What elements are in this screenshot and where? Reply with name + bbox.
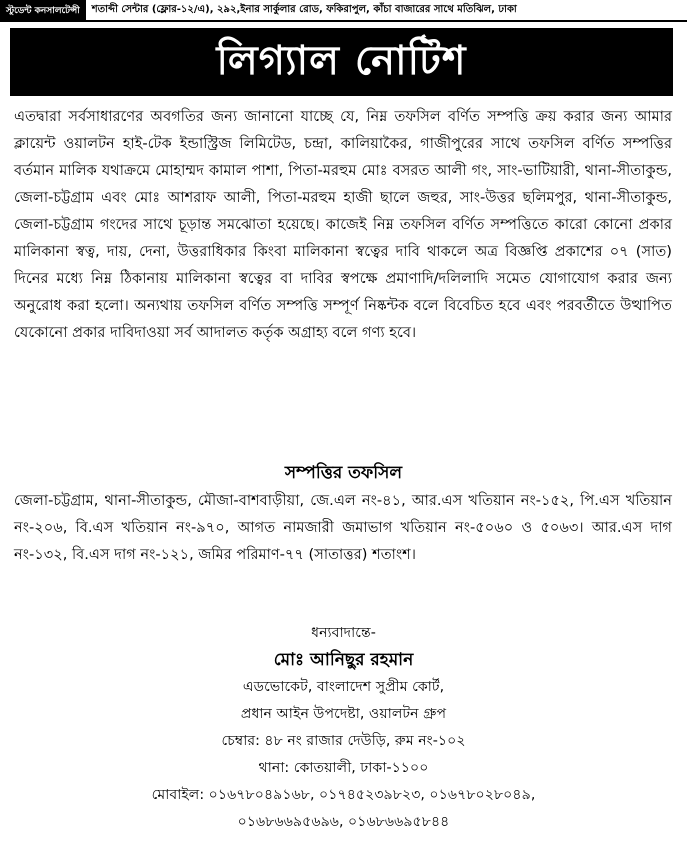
chamber-address: চেম্বার: ৪৮ নং রাজার দেউড়ি, রুম নং-১০২ — [221, 733, 466, 749]
top-strip-address: শতাব্দী সেন্টার (ফ্লোর-১২/এ), ২৯২,ইনার সার্কুলার রোড, ফকিরাপুল, কাঁচা বাজারের সাথে মতিঝিল, ঢাকা — [91, 3, 517, 15]
title-banner — [10, 28, 673, 96]
mobile-numbers-1: মোবাইল: ০১৬৭৮০৪৯১৬৮, ০১৭৪৫২৩৯৮২৩, ০১৬৭৮০২৮০৪৯, — [151, 787, 536, 803]
schedule-text: জেলা-চট্টগ্রাম, থানা-সীতাকুন্ড, মৌজা-বাশবাড়ীয়া, জে.এল নং-৪১, আর.এস খতিয়ান নং-১৫২, পি.এস খতিয়ান নং-২০৬, বি.এস খতিয়ান নং-৯৭০, আগত নামজারী জমাভাগ খতিয়ান নং-৫০৬০ ও ৫০৬৩। আর.এস দাগ নং-১৩২, বি.এস দাগ নং-১২১, জমির পরিমাণ-৭৭ (সাতাত্তর) শতাংশ। — [14, 492, 672, 563]
signatory-name: মোঃ আনিছুর রহমান — [273, 650, 414, 670]
closing-text: ধন্যবাদান্তে- — [311, 625, 376, 641]
thana-address: থানা: কোতয়ালী, ঢাকা-১১০০ — [258, 760, 429, 776]
signatory-designation: এডভোকেট, বাংলাদেশ সুপ্রীম কোর্ট, — [242, 679, 445, 695]
top-strip-brand: স্টুডেন্ট কনসালটেন্সী — [0, 0, 86, 20]
notice-body: এতদ্বারা সর্বসাধারণের অবগতির জন্য জানানো যাচ্ছে যে, নিম্ন তফসিল বর্ণিত সম্পত্তি ক্রয় করার জন্য আমার ক্লায়েন্ট ওয়ালটন হাই-টেক ইন্ডাস্ট্রিজ লিমিটেড, চন্দ্রা, কালিয়াকৈর, গাজীপুরের সাথে তফসিল বর্ণিত সম্পত্তির বর্তমান মালিক যথাক্রমে মোহাম্মদ কামাল পাশা, পিতা-মরহুম মোঃ বসরত আলী গং, সাং-ভাটিয়ারী, থানা-সীতাকুন্ড, জেলা-চট্টগ্রাম এবং মোঃ আশরাফ আলী, পিতা-মরহুম হাজী ছালে জহুর, সাং-উত্তর ছলিমপুর, থানা-সীতাকুন্ড, জেলা-চট্টগ্রাম গংদের সাথে চূড়ান্ত সমঝোতা হয়েছে। কাজেই নিম্ন তফসিল বর্ণিত সম্পত্তিতে কারো কোনো প্রকার মালিকানা স্বত্ব, দায়, দেনা, উত্তরাধিকার কিংবা মালিকানা স্বত্বের দাবি থাকলে অত্র বিজ্ঞপ্তি প্রকাশের ০৭ (সাত) দিনের মধ্যে নিম্ন ঠিকানায় মালিকানা স্বত্বের বা দাবির স্বপক্ষে প্রমাণাদি/দলিলাদি সমেত যোগাযোগ করার জন্য অনুরোধ করা হলো। অন্যথায় তফসিল বর্ণিত সম্পত্তি সম্পূর্ণ নিষ্কন্টক বলে বিবেচিত হবে এবং পরবর্তীতে উত্থাপিত যেকোনো প্রকার দাবিদাওয়া সর্ব আদালত কর্তৃক অগ্রাহ্য বলে গণ্য হবে। — [14, 108, 672, 341]
notice-title: লিগ্যাল নোটিশ — [216, 37, 467, 84]
signatory-position: প্রধান আইন উপদেষ্টা, ওয়ালটন গ্রুপ — [240, 706, 447, 722]
top-strip — [0, 0, 687, 22]
signature-block — [0, 620, 687, 836]
mobile-numbers-2: ০১৬৮৬৬৯৫৬৯৬, ০১৬৮৬৬৯৫৮৪৪ — [237, 814, 450, 830]
schedule-heading: সম্পত্তির তফসিল — [284, 463, 403, 483]
